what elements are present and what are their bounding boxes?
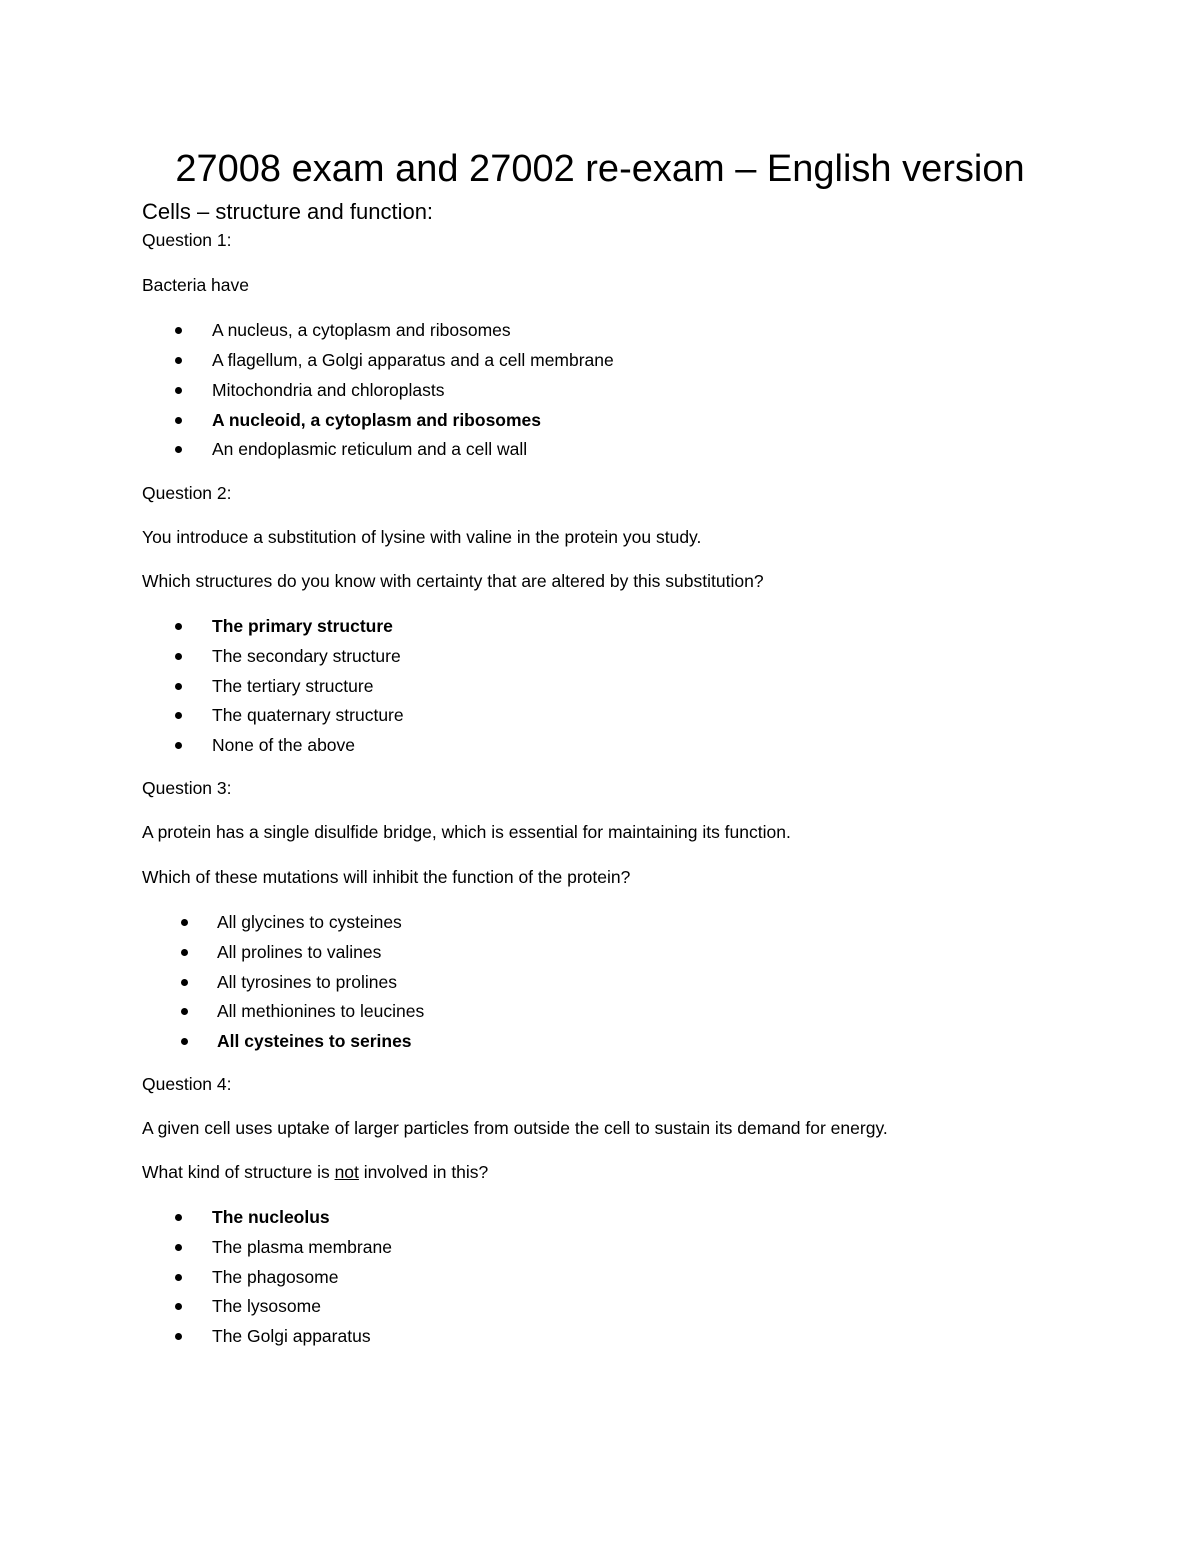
bullet-icon xyxy=(175,1274,182,1281)
question-4-label: Question 4: xyxy=(142,1074,232,1094)
question-2-option-3: The tertiary structure xyxy=(212,676,374,696)
bullet-icon xyxy=(175,446,182,453)
question-4-option-3: The phagosome xyxy=(212,1267,339,1287)
bullet-icon xyxy=(175,742,182,749)
bullet-icon xyxy=(181,919,188,926)
bullet-icon xyxy=(175,387,182,394)
question-4-option-5: The Golgi apparatus xyxy=(212,1326,371,1346)
question-4-stem-2 xyxy=(142,1160,488,1184)
question-1-label: Question 1: xyxy=(142,230,232,250)
question-3-option-3: All tyrosines to prolines xyxy=(217,972,397,992)
question-3-stem-1: A protein has a single disulfide bridge, which is essential for maintaining its function. xyxy=(142,822,791,842)
question-1-stem: Bacteria have xyxy=(142,275,250,295)
question-2-option-5: None of the above xyxy=(212,735,356,755)
bullet-icon xyxy=(175,417,182,424)
question-2-option-4: The quaternary structure xyxy=(212,705,404,725)
bullet-icon xyxy=(175,1214,182,1221)
bullet-icon xyxy=(175,623,182,630)
question-4-stem-2-underlined: not xyxy=(334,1162,359,1182)
bullet-icon xyxy=(181,1038,188,1045)
question-3-stem-2: Which of these mutations will inhibit the function of the protein? xyxy=(142,867,631,887)
question-2-stem-2: Which structures do you know with certainty that are altered by this substitution? xyxy=(142,571,764,591)
question-3-label: Question 3: xyxy=(142,778,232,798)
bullet-icon xyxy=(175,1333,182,1340)
bullet-icon xyxy=(181,949,188,956)
bullet-icon xyxy=(181,979,188,986)
question-3-option-4: All methionines to leucines xyxy=(217,1001,425,1021)
question-4-stem-2-end: involved in this? xyxy=(358,1162,489,1182)
bullet-icon xyxy=(175,1244,182,1251)
question-1-option-2: A flagellum, a Golgi apparatus and a cell membrane xyxy=(212,350,614,370)
bullet-icon xyxy=(175,653,182,660)
bullet-icon xyxy=(175,712,182,719)
question-4-option-4: The lysosome xyxy=(212,1296,321,1316)
question-4-stem-2-start: What kind of structure is xyxy=(142,1162,335,1182)
bullet-icon xyxy=(175,357,182,364)
question-1-option-4-correct: A nucleoid, a cytoplasm and ribosomes xyxy=(212,410,542,430)
question-4-option-1-correct: The nucleolus xyxy=(212,1207,330,1227)
question-1-option-3: Mitochondria and chloroplasts xyxy=(212,380,445,400)
question-1-option-5: An endoplasmic reticulum and a cell wall xyxy=(212,439,528,459)
question-3-option-1: All glycines to cysteines xyxy=(217,912,402,932)
bullet-icon xyxy=(181,1008,188,1015)
bullet-icon xyxy=(175,683,182,690)
question-2-label: Question 2: xyxy=(142,483,232,503)
question-3-option-2: All prolines to valines xyxy=(217,942,382,962)
question-1-option-1: A nucleus, a cytoplasm and ribosomes xyxy=(212,320,511,340)
document-title: 27008 exam and 27002 re-exam – English version xyxy=(175,148,1025,190)
bullet-icon xyxy=(175,1303,182,1310)
question-2-option-2: The secondary structure xyxy=(212,646,401,666)
question-4-option-2: The plasma membrane xyxy=(212,1237,392,1257)
section-heading: Cells – structure and function: xyxy=(142,199,434,224)
question-3-option-5-correct: All cysteines to serines xyxy=(217,1031,412,1051)
question-4-stem-1: A given cell uses uptake of larger particles from outside the cell to sustain its demand for energy. xyxy=(142,1118,888,1138)
question-2-stem-1: You introduce a substitution of lysine with valine in the protein you study. xyxy=(142,527,702,547)
bullet-icon xyxy=(175,327,182,334)
question-2-option-1-correct: The primary structure xyxy=(212,616,393,636)
